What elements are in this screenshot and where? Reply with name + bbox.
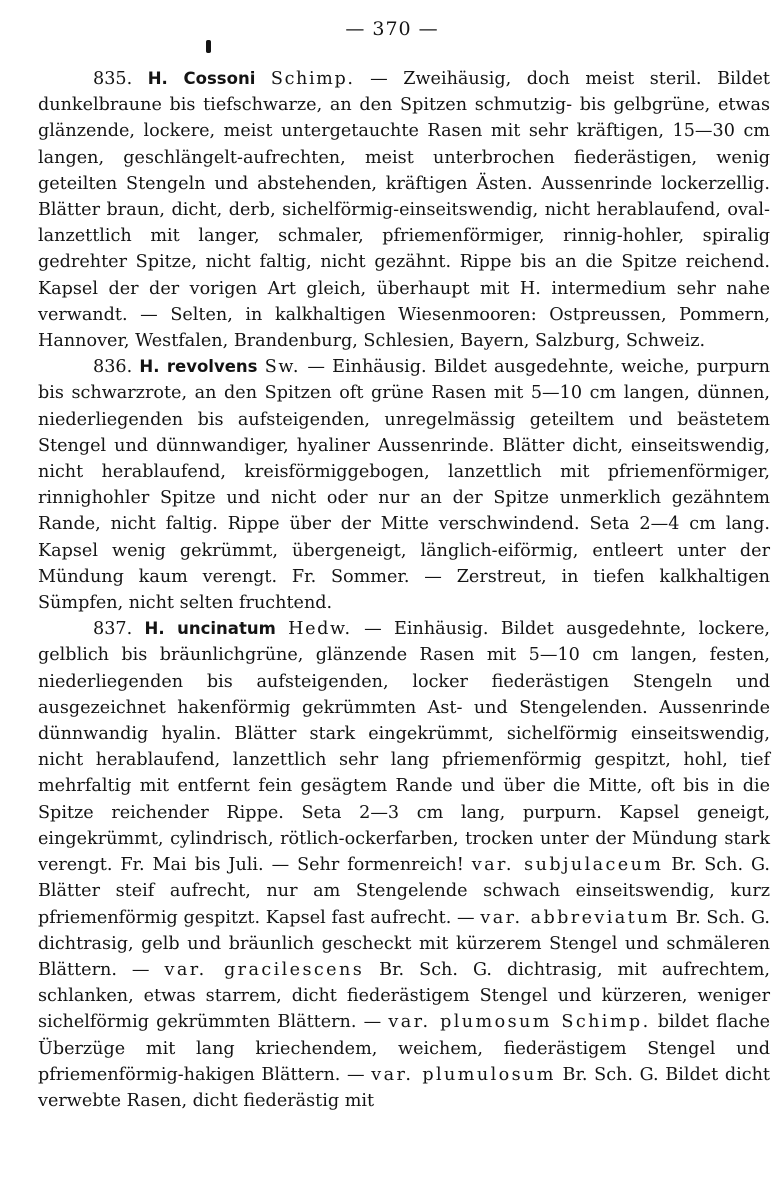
variety-name: var. plumosum Schimp. [388, 1012, 651, 1033]
entry-text-segment: Br. Sch. G. dichtrasig, mit aufrechtem, schlanken, etwas starrem, dicht fiederästigem Stengel und kürzeren, weniger sichelförmig gekrümmten Blättern. — [38, 959, 770, 1033]
page-number: — 370 — [345, 18, 439, 40]
entry-text-segment: — Einhäusig. Bildet ausgedehnte, lockere, gelblich bis bräunlichgrüne, glänzende Rasen mit 5—10 cm langen, festen, niederliegenden bis aufsteigenden, locker fiederästigen Stengeln und ausgezeichnet hakenförmig gekrümmten Ast- und Stengelenden. Aussenrinde dünnwandig hyalin. Blätter stark eingekrümmt, sichelförmig einseitswendig, nicht herablaufend, lanzettlich sehr lang pfriemenförmig gespitzt, hohl, tief mehrfaltig mit entfernt fein gesägtem Rande und über die Mitte, oft bis in die Spitze reichender Rippe. Seta 2—3 cm lang, purpurn. Kapsel geneigt, eingekrümmt, cylindrisch, rötlich-ockerfarben, trocken unter der Mündung stark verengt. Fr. Mai bis Juli. — Sehr formenreich! [38, 619, 770, 876]
species-name: H. revolvens [139, 357, 258, 377]
entry-text: — Einhäusig. Bildet ausgedehnte, weiche, purpurn bis schwarzrote, an den Spitzen oft grüne Rasen mit 5—10 cm langen, dünnen, niederliegenden bis aufsteigenden, unregelmässig geteiltem und beästetem Stengel und dünnwandiger, hyaliner Aussenrinde. Blätter dicht, einseitswendig, nicht herablaufend, kreisförmiggebogen, lanzettlich mit pfriemenförmiger, rinnighohler Spitze und nicht oder nur an der Spitze unmerklich gezähntem Rande, nicht faltig. Rippe über der Mitte verschwindend. Seta 2—4 cm lang. Kapsel wenig gekrümmt, übergeneigt, länglich-eiförmig, entleert unter der Mündung kaum verengt. Fr. Sommer. — Zerstreut, in tiefen kalkhaltigen Sümpfen, nicht selten fruchtend. [38, 357, 771, 614]
entry-number: 836. [93, 357, 133, 378]
entry-text-segment: Br. Sch. G. dichtrasig, gelb und bräunlich gescheckt mit kürzerem Stengel und schmäleren Blättern. — [38, 907, 770, 980]
variety-name: var. subjulaceum [471, 855, 664, 876]
variety-name: var. plumulosum [371, 1064, 556, 1085]
variety-name: var. abbreviatum [480, 907, 670, 928]
entry-text-segment: Br. Sch. G. Bildet dicht verwebte Rasen, dicht fiederästig mit [38, 1064, 770, 1111]
entry-number: 835. [93, 69, 133, 89]
entry-text: — Zweihäusig, doch meist steril. Bildet dunkelbraune bis tiefschwarze, an den Spitzen schmutzig- bis gelbgrüne, etwas glänzende, lockere, meist untergetauchte Rasen mit sehr kräftigen, 15—30 cm langen, geschlängelt-aufrechten, meist unterbrochen fiederästigen, wenig geteilten Stengeln und abstehenden, kräftigen Ästen. Aussenrinde lockerzellig. Blätter braun, dicht, derb, sichelförmig-einseitswendig, nicht herablaufend, oval-lanzettlich mit langer, schmaler, pfriemenförmiger, rinnig-hohler, spiralig gedrehter Spitze, nicht faltig, nicht gezähnt. Rippe bis an die Spitze reichend. Kapsel der der vorigen Art gleich, überhaupt mit H. intermedium sehr nahe verwandt. — Selten, in kalkhaltigen Wiesenmooren: Ostpreussen, Pommern, Hannover, Westfalen, Brandenburg, Schlesien, Bayern, Salzburg, Schweiz. [38, 69, 770, 352]
entry-text-segment: Br. Sch. G. Blätter steif aufrecht, nur am Stengelende schwach einseitswendig, kurz pfriemenförmig gespitzt. Kapsel fast aufrecht. — [38, 855, 770, 928]
species-author: Sw. [264, 357, 301, 378]
ink-speck [206, 40, 211, 53]
species-author: Schimp. [270, 69, 355, 89]
species-name: H. uncinatum [144, 619, 276, 639]
entry-text-segment: bildet flache Überzüge mit lang kriechendem, weichem, fiederästigem Stengel und pfriemenförmig-hakigen Blättern. — [38, 1012, 770, 1085]
entry-836 [38, 354, 770, 616]
species-author: Hedw. [288, 619, 352, 640]
entry-835 [38, 66, 770, 354]
entry-837 [38, 616, 770, 1114]
page-body [38, 66, 770, 1114]
variety-name: var. gracilescens [164, 959, 365, 980]
species-name: H. Cossoni [147, 69, 256, 88]
entry-number: 837. [93, 619, 133, 640]
